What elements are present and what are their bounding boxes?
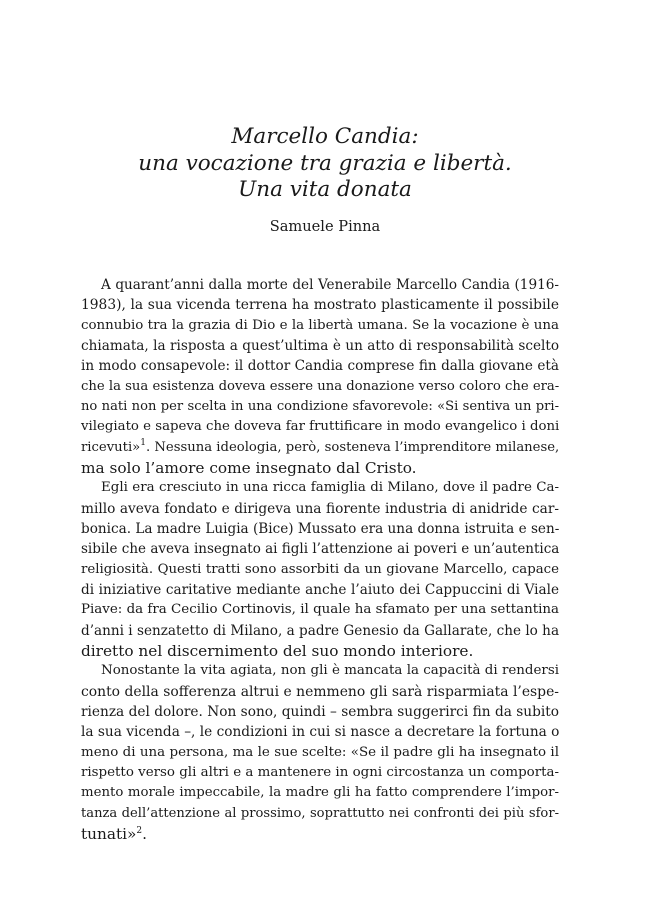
body-line: Piave: da fra Cecilio Cortinovis, il quale ha sfamato per una settantina (81, 602, 559, 618)
body-line: religiosità. Questi tratti sono assorbiti da un giovane Marcello, capace (81, 561, 559, 577)
title-line-3: Una vita donata (238, 177, 412, 202)
body-text (81, 275, 559, 844)
body-line: diretto nel discernimento del suo mondo interiore. (81, 641, 474, 660)
footnote-ref-2[interactable]: 2 (136, 825, 143, 836)
body-line: la sua vicenda –, le condizioni in cui si nasce a decretare la fortuna o (81, 724, 560, 741)
body-line: di iniziative caritative mediante anche l’aiuto dei Cappuccini di Viale (81, 581, 559, 598)
title-line-2: una vocazione tra grazia e libertà. (138, 150, 512, 176)
body-line: che la sua esistenza doveva essere una donazione verso coloro che era- (81, 378, 560, 394)
body-line: millo aveva fondato e dirigeva una fiorente industria di anidride car- (81, 500, 559, 517)
title-line-1: Marcello Candia: (231, 124, 419, 149)
body-line: sibile che aveva insegnato ai figli l’attenzione ai poveri e un’autentica (81, 541, 560, 558)
body-line: conto della sofferenza altrui e nemmeno gli sarà risparmiata l’espe- (81, 683, 559, 700)
body-line: meno di una persona, ma le sue scelte: «Se il padre gli ha insegnato il (81, 744, 559, 760)
body-line (81, 824, 559, 844)
body-line-text: tunati» (81, 824, 137, 843)
body-line: vilegiato e sapeva che doveva far fruttificare in modo evangelico i doni (81, 419, 560, 435)
chapter-title (0, 124, 650, 204)
body-line: rienza del dolore. Non sono, quindi – sembra suggerirci fin da subito (81, 703, 559, 720)
body-line-text: ricevuti» (81, 439, 141, 455)
body-line: rispetto verso gli altri e a mantenere in ogni circostanza un comporta- (81, 764, 559, 780)
body-line-text: . (142, 824, 147, 843)
body-line (81, 438, 559, 458)
footnote-ref-1[interactable]: 1 (140, 437, 146, 448)
body-line: A quarant’anni dalla morte del Venerabile Marcello Candia (1916- (101, 277, 559, 293)
body-line: Egli era cresciuto in una ricca famiglia di Milano, dove il padre Ca- (101, 480, 559, 496)
author-name: Samuele Pinna (269, 218, 381, 235)
body-line: tanza dell’attenzione al prossimo, soprattutto nei confronti dei più sfor- (81, 805, 559, 821)
body-line: chiamata, la risposta a quest’ultima è un atto di responsabilità scelto (81, 337, 559, 354)
body-line: mento morale impeccabile, la madre gli ha fatto comprendere l’impor- (81, 785, 559, 801)
body-line: Nonostante la vita agiata, non gli è mancata la capacità di rendersi (101, 663, 559, 679)
body-line: bonica. La madre Luigia (Bice) Mussato era una donna istruita e sen- (81, 520, 560, 537)
body-line-text: . Nessuna ideologia, però, sosteneva l’imprenditore milanese, (145, 439, 560, 455)
body-line: d’anni i senzatetto di Milano, a padre Genesio da Gallarate, che lo ha (81, 622, 560, 639)
body-line: ma solo l’amore come insegnato dal Cristo. (81, 458, 417, 477)
body-line: 1983), la sua vicenda terrena ha mostrato plasticamente il possibile (81, 297, 559, 314)
body-line: in modo consapevole: il dottor Candia comprese fin dalla giovane età (81, 358, 559, 375)
body-line: no nati non per scelta in una condizione sfavorevole: «Si sentiva un pri- (81, 398, 559, 414)
body-line: connubio tra la grazia di Dio e la libertà umana. Se la vocazione è una (81, 317, 559, 333)
